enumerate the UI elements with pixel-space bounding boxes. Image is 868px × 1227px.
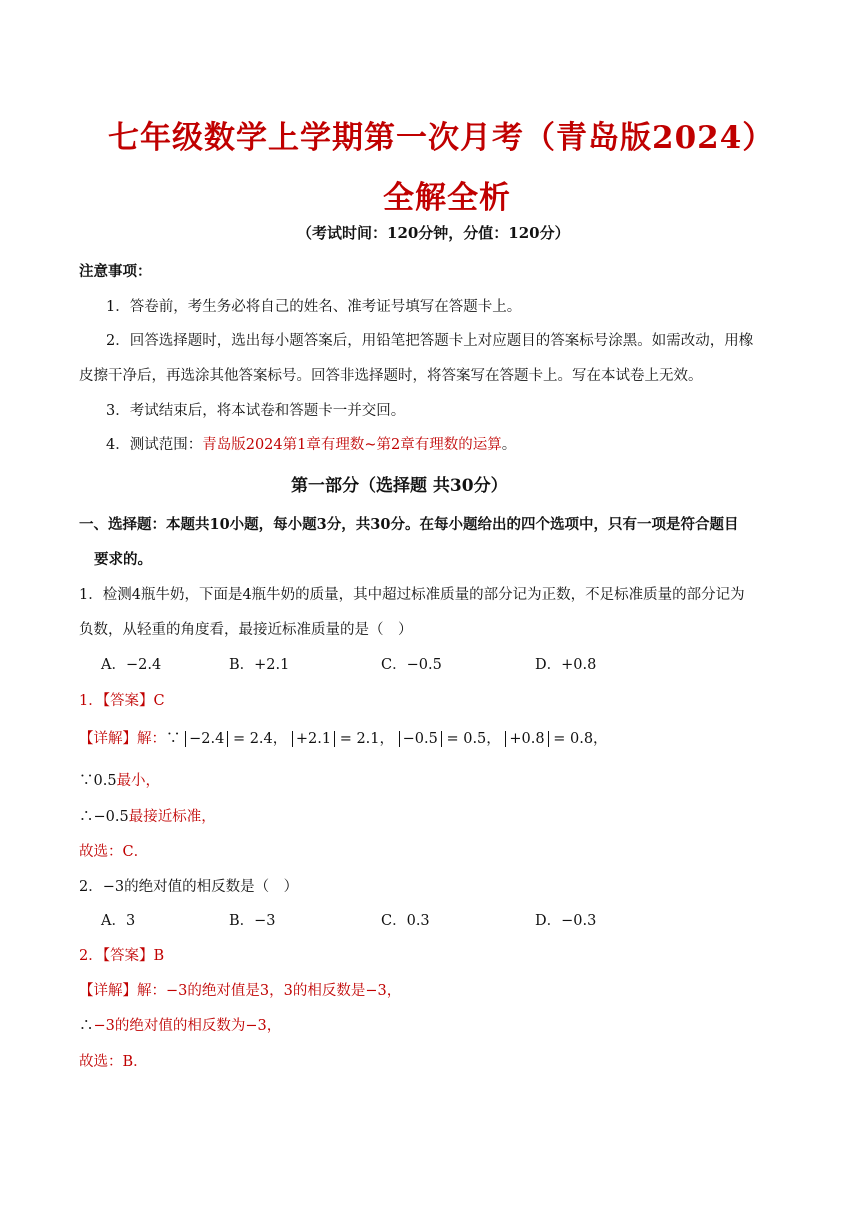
document-subtitle: 全解全析: [383, 180, 511, 216]
q1-abs-3-result: = 0.5，: [446, 731, 501, 747]
note-item-3: 3．考试结束后，将本试卷和答题卡一并交回。: [106, 403, 406, 419]
test-range: 青岛版2024第1章有理数~第2章有理数的运算: [202, 437, 502, 453]
q1-step-3: [79, 805, 216, 826]
q1-answer: 1．【答案】C: [79, 693, 165, 709]
q1-detail: [79, 727, 608, 748]
q1-abs-4-result: = 0.8，: [553, 731, 608, 747]
q1-abs-1-result: = 2.4，: [232, 731, 288, 747]
q2-step-2: [79, 1014, 281, 1035]
because-symbol: ∵: [79, 773, 94, 789]
because-symbol: ∵: [166, 731, 181, 747]
q2-option-c: C．0.3: [381, 913, 430, 929]
q2-conclusion: 故选：B．: [79, 1054, 148, 1070]
q2-detail: 【详解】解：−3的绝对值是3，3的相反数是−3，: [79, 983, 402, 999]
q1-abs-3-value: −0.5: [399, 731, 442, 747]
note-item-2-line-1: 2．回答选择题时，选出每小题答案后，用铅笔把答题卡上对应题目的答案标号涂黑。如需改动，用橡: [106, 333, 754, 349]
q1-conclusion: 故选：C．: [79, 844, 149, 860]
q2-option-d: D．−0.3: [535, 913, 597, 929]
q1-option-d: D．+0.8: [535, 657, 597, 673]
q1-stem-line-2: 负数，从轻重的角度看，最接近标准质量的是（ ）: [79, 622, 413, 638]
q1-abs-2-value: +2.1: [292, 731, 335, 747]
document-title: 七年级数学上学期第一次月考（青岛版2024）: [108, 120, 775, 156]
q2-stem: 2．−3的绝对值的相反数是（ ）: [79, 879, 299, 895]
q2-answer: 2．【答案】B: [79, 948, 165, 964]
note-item-4-suffix: 。: [501, 437, 517, 453]
note-item-4: [106, 433, 516, 454]
part1-heading: 第一部分（选择题 共30分）: [291, 476, 508, 496]
q1-step-3-value: −0.5: [93, 809, 129, 825]
q1-step-2: [79, 769, 160, 790]
q1-option-c: C．−0.5: [381, 657, 442, 673]
q1-abs-4-value: +0.8: [505, 731, 548, 747]
q1-detail-label: 【详解】解：: [79, 731, 166, 747]
notes-heading: 注意事项：: [79, 263, 152, 280]
section-instruction-line-1: 一、选择题：本题共10小题，每小题3分，共30分。在每小题给出的四个选项中，只有一项是符合题目: [79, 516, 739, 533]
q1-option-b: B．+2.1: [229, 657, 290, 673]
exam-info: （考试时间：120分钟，分值：120分）: [297, 224, 570, 242]
q1-stem-line-1: 1．检测4瓶牛奶，下面是4瓶牛奶的质量，其中超过标准质量的部分记为正数，不足标准质量的部分记为: [79, 587, 745, 603]
q1-abs-1-value: −2.4: [185, 731, 228, 747]
q1-step-2-value: 0.5: [93, 773, 117, 789]
therefore-symbol: ∴: [79, 1018, 94, 1034]
q1-option-a: A．−2.4: [101, 657, 162, 673]
therefore-symbol: ∴: [79, 809, 94, 825]
section-instruction-line-2: 要求的。: [94, 551, 152, 568]
q1-step-3-text: 最接近标准，: [128, 809, 216, 825]
q2-option-a: A．3: [101, 913, 136, 929]
note-item-4-prefix: 4．测试范围：: [106, 437, 203, 453]
note-item-1: 1．答卷前，考生务必将自己的姓名、准考证号填写在答题卡上。: [106, 299, 522, 315]
q2-step-2-text: −3的绝对值的相反数为−3，: [93, 1018, 282, 1034]
q1-step-2-text: 最小，: [116, 773, 161, 789]
note-item-2-line-2: 皮擦干净后，再选涂其他答案标号。回答非选择题时，将答案写在答题卡上。写在本试卷上无效。: [79, 368, 703, 384]
q1-abs-2-result: = 2.1，: [339, 731, 395, 747]
q2-option-b: B．−3: [229, 913, 276, 929]
